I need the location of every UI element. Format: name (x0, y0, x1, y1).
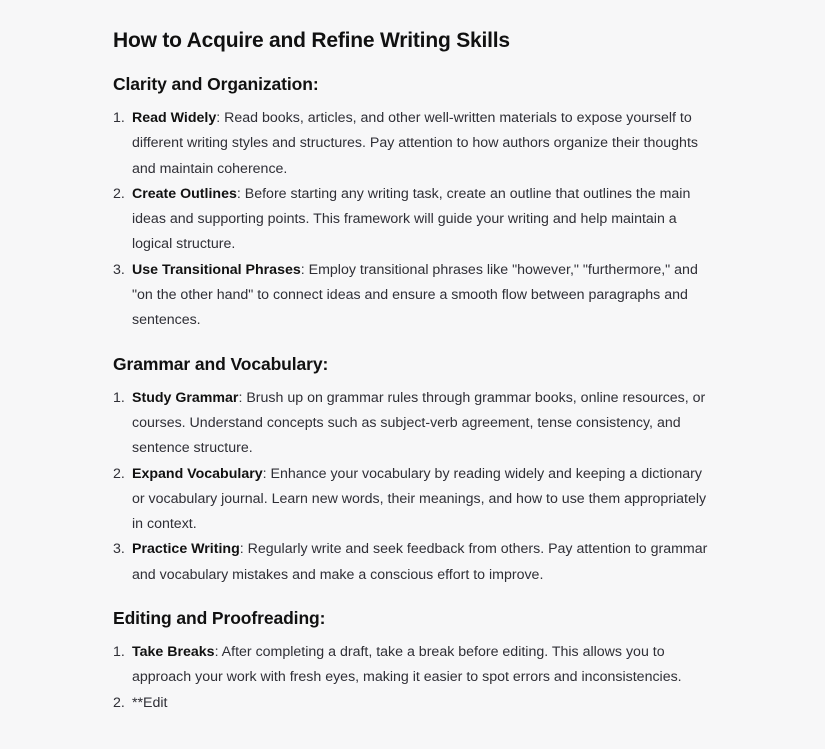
list-item (113, 182, 713, 258)
list-number: 3. (113, 541, 125, 558)
response-content (113, 26, 713, 716)
list-item-term: Take Breaks (132, 644, 215, 661)
list-item-text: : Regularly write and seek feedback from others. Pay attention to grammar and vocabulary mistakes and make a conscious effort to improve. (132, 541, 708, 583)
list-number: 2. (113, 185, 125, 202)
numbered-list (113, 106, 713, 334)
list-number: 1. (113, 644, 125, 661)
list-item-term: Expand Vocabulary (132, 465, 263, 482)
numbered-list (113, 386, 713, 588)
list-item (113, 462, 713, 538)
list-item-text: : After completing a draft, take a break before editing. This allows you to approach your work with fresh eyes, making it easier to spot errors and inconsistencies. (132, 644, 682, 686)
list-number: 2. (113, 465, 125, 482)
list-item (113, 537, 713, 588)
list-number: 2. (113, 694, 125, 711)
section-heading: Clarity and Organization: (113, 74, 319, 94)
list-item-text: : Before starting any writing task, create an outline that outlines the main ideas and supporting points. This framework will guide your writing and help maintain a logical structure. (132, 185, 691, 253)
list-item-text: : Read books, articles, and other well-written materials to expose yourself to different writing styles and structures. Pay attention to how authors organize their thoughts and maintain coherence. (132, 110, 698, 177)
section-heading: Grammar and Vocabulary: (113, 353, 329, 374)
list-item-text: : Brush up on grammar rules through grammar books, online resources, or courses. Understand concepts such as subject-verb agreement, tense consistency, and sentence structure. (132, 389, 706, 457)
list-item (113, 258, 713, 334)
list-item (113, 106, 713, 182)
section-editing-proofreading (113, 605, 713, 716)
list-item-text: : Enhance your vocabulary by reading widely and keeping a dictionary or vocabulary journal. Learn new words, their meanings, and how to use them appropriately in context. (132, 465, 707, 533)
list-item-text: : Employ transitional phrases like "however," "furthermore," and "on the other hand" to connect ideas and ensure a smooth flow between paragraphs and sentences. (132, 261, 698, 329)
list-number: 3. (113, 261, 125, 278)
list-number: 1. (113, 389, 125, 406)
numbered-list (113, 640, 713, 716)
section-heading: Editing and Proofreading: (113, 608, 326, 629)
list-item-term: Create Outlines (132, 185, 237, 202)
list-item-term: Read Widely (132, 110, 217, 126)
list-item-text: **Edit (132, 694, 168, 711)
list-item (113, 386, 713, 462)
list-item (113, 640, 713, 691)
list-number: 1. (113, 110, 125, 126)
page-title: How to Acquire and Refine Writing Skills (113, 29, 510, 52)
list-item-term: Practice Writing (132, 541, 240, 558)
section-grammar-vocabulary (113, 351, 713, 588)
section-clarity-organization (113, 71, 713, 334)
list-item-term: Study Grammar (132, 389, 239, 406)
list-item (113, 691, 713, 716)
list-item-term: Use Transitional Phrases (132, 261, 301, 278)
